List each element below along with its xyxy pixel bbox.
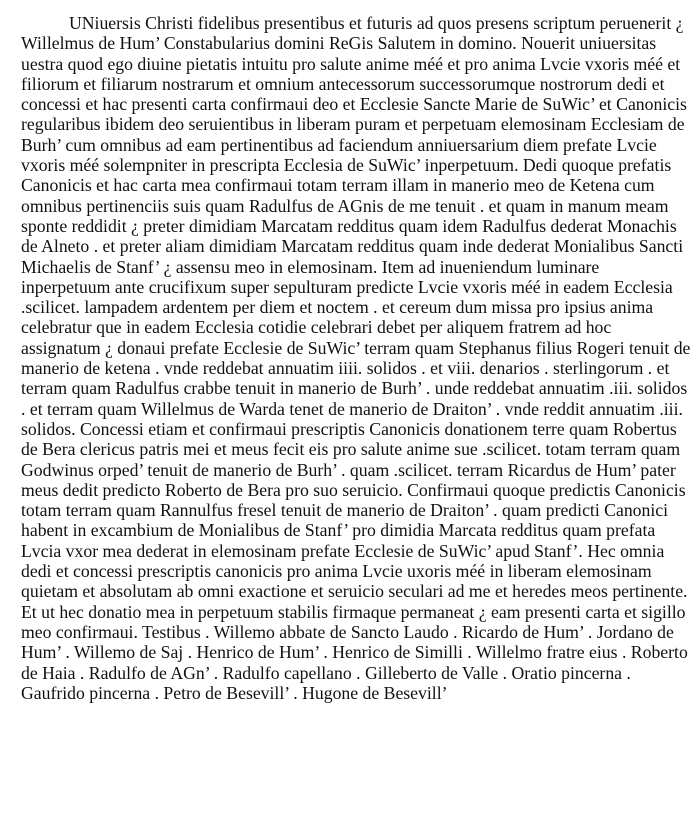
charter-body-text: UNiuersis Christi fidelibus presentibus et futuris ad quos presens scriptum peruenerit ¿ Willelmus de Hum’ Constabularius domini ReGis Salutem in domino. Nouerit uniuersitas uestra quod ego diuine pietatis intuitu pro salute anime méé et pro anima Lvcie vxoris méé et filiorum et filiarum nostrarum et omnium antecessorum successorumque nostrorum dedi et concessi et hac presenti carta confirmaui deo et Ecclesie Sancte Marie de SuWic’ et Canonicis regularibus ibidem deo seruientibus in liberam puram et perpetuam elemosinam Ecclesiam de Burh’ cum omnibus ad eam pertinentibus ad faciendum anniuersarium diem prefate Lvcie vxoris méé solempniter in prescripta Ecclesia de SuWic’ inperpetuum. Dedi quoque prefatis Canonicis et hac carta mea confirmaui totam terram illam in manerio meo de Ketena cum omnibus pertinenciis suis quam Radulfus de AGnis de me tenuit . et quam in manum meam sponte reddidit ¿ preter dimidiam Marcatam redditus quam idem Radulfus dederat Monachis de Alneto . et preter aliam dimidiam Marcatam redditus quam inde dederat Monialibus Sancti Michaelis de Stanf’ ¿ assensu meo in elemosinam. Item ad inueniendum luminare inperpetuum ante crucifixum super sepulturam predicte Lvcie vxoris méé in eadem Ecclesia .scilicet. lampadem ardentem per diem et noctem . et cereum dum missa pro ipsius anima celebratur que in eadem Ecclesia cotidie celebrari debet per aliquem fratrem ad hoc assignatum ¿ donaui prefate Ecclesie de SuWic’ terram quam Stephanus filius Rogeri tenuit de manerio de ketena . vnde reddebat annuatim iiii. solidos . et viii. denarios . sterlingorum . et terram quam Radulfus crabbe tenuit in manerio de Burh’ . unde reddebat annuatim .iii. solidos . et terram quam Willelmus de Warda tenet de manerio de Draiton’ . vnde reddit annuatim .iii. solidos. Concessi etiam et confirmaui prescriptis Canonicis donationem terre quam Robertus de Bera clericus patris mei et meus fecit eis pro salute anime sue .scilicet. totam terram quam Godwinus orped’ tenuit de manerio de Burh’ . quam .scilicet. terram Ricardus de Hum’ pater meus dedit predicto Roberto de Bera pro suo seruicio. Confirmaui quoque predictis Canonicis totam terram quam Rannulfus fresel tenuit de manerio de Draiton’ . quam predicti Canonici habent in excambium de Monialibus de Stanf’ pro dimidia Marcata redditus quam prefata Lvcia vxor mea dederat in elemosinam prefate Ecclesie de SuWic’ apud Stanf’. Hec omnia dedi et concessi prescriptis canonicis pro anima Lvcie uxoris méé in liberam elemosinam quietam et absolutam ab omni exactione et seruicio seculari ad me et heredes meos pertinente. Et ut hec donatio mea in perpetuum stabilis firmaque permaneat ¿ eam presenti carta et sigillo meo confirmaui. Testibus . Willemo abbate de Sancto Laudo . Ricardo de Hum’ . Jordano de Hum’ . Willemo de Saj . Henrico de Hum’ . Henrico de Similli . Willelmo fratre eius . Roberto de Haia . Radulfo de AGn’ . Radulfo capellano . Gilleberto de Valle . Oratio pincerna . Gaufrido pincerna . Petro de Besevill’ . Hugone de Besevill’ — [21, 13, 691, 703]
document-page — [21, 13, 693, 703]
